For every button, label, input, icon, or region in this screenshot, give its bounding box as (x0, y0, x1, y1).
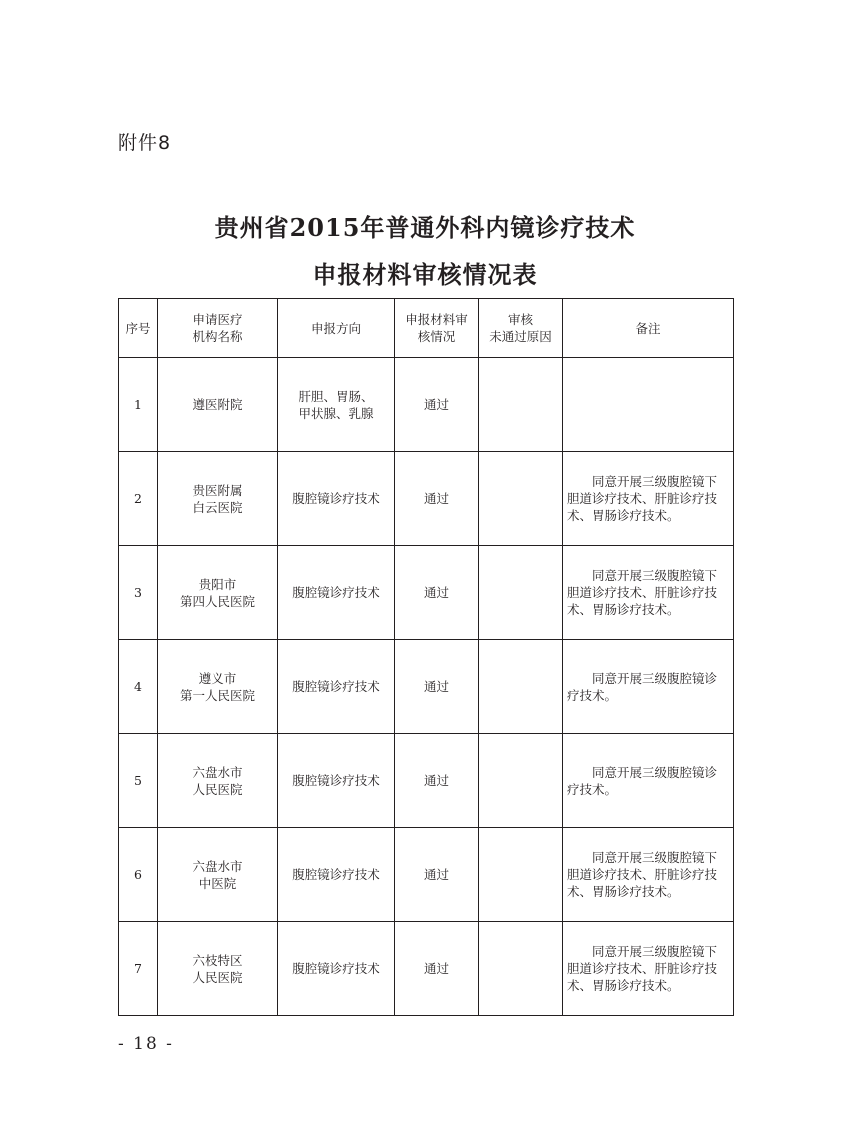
institution-name: 六盘水市 中医院 (158, 828, 278, 922)
remarks: 同意开展三级腹腔镜诊疗技术。 (563, 640, 734, 734)
table-row (119, 358, 734, 452)
row-number: 2 (119, 452, 158, 546)
table-row (119, 640, 734, 734)
review-result: 通过 (395, 922, 479, 1016)
institution-name: 六盘水市 人民医院 (158, 734, 278, 828)
institution-name: 遵医附院 (158, 358, 278, 452)
remarks: 同意开展三级腹腔镜诊疗技术。 (563, 734, 734, 828)
header-cell: 审核 未通过原因 (479, 299, 563, 358)
application-direction: 腹腔镜诊疗技术 (278, 922, 395, 1016)
header-cell: 序号 (119, 299, 158, 358)
row-number: 6 (119, 828, 158, 922)
rejection-reason (479, 922, 563, 1016)
row-number: 7 (119, 922, 158, 1016)
review-result: 通过 (395, 546, 479, 640)
rejection-reason (479, 828, 563, 922)
institution-name: 遵义市 第一人民医院 (158, 640, 278, 734)
header-cell: 申报材料审 核情况 (395, 299, 479, 358)
review-result: 通过 (395, 640, 479, 734)
document-title: 贵州省2015年普通外科内镜诊疗技术 (214, 213, 636, 242)
institution-name: 贵阳市 第四人民医院 (158, 546, 278, 640)
institution-name: 六枝特区 人民医院 (158, 922, 278, 1016)
remarks: 同意开展三级腹腔镜下胆道诊疗技术、肝脏诊疗技术、胃肠诊疗技术。 (563, 452, 734, 546)
document-subtitle: 申报材料审核情况表 (312, 260, 538, 289)
row-number: 5 (119, 734, 158, 828)
remarks: 同意开展三级腹腔镜下胆道诊疗技术、肝脏诊疗技术、胃肠诊疗技术。 (563, 922, 734, 1016)
application-direction: 腹腔镜诊疗技术 (278, 640, 395, 734)
header-cell: 申请医疗 机构名称 (158, 299, 278, 358)
row-number: 3 (119, 546, 158, 640)
rejection-reason (479, 358, 563, 452)
header-cell: 备注 (563, 299, 734, 358)
rejection-reason (479, 546, 563, 640)
remarks: 同意开展三级腹腔镜下胆道诊疗技术、肝脏诊疗技术、胃肠诊疗技术。 (563, 546, 734, 640)
table-row (119, 828, 734, 922)
rejection-reason (479, 452, 563, 546)
header-cell: 申报方向 (278, 299, 395, 358)
table-row (119, 546, 734, 640)
review-result: 通过 (395, 828, 479, 922)
annex-label: 附件8 (118, 132, 172, 154)
review-result: 通过 (395, 358, 479, 452)
row-number: 1 (119, 358, 158, 452)
application-direction: 腹腔镜诊疗技术 (278, 734, 395, 828)
review-table (118, 298, 734, 1016)
review-result: 通过 (395, 452, 479, 546)
table-header-row (119, 299, 734, 358)
application-direction: 肝胆、胃肠、 甲状腺、乳腺 (278, 358, 395, 452)
rejection-reason (479, 734, 563, 828)
table-row (119, 734, 734, 828)
application-direction: 腹腔镜诊疗技术 (278, 546, 395, 640)
institution-name: 贵医附属 白云医院 (158, 452, 278, 546)
application-direction: 腹腔镜诊疗技术 (278, 452, 395, 546)
review-result: 通过 (395, 734, 479, 828)
remarks: 同意开展三级腹腔镜下胆道诊疗技术、肝脏诊疗技术、胃肠诊疗技术。 (563, 828, 734, 922)
table-row (119, 452, 734, 546)
row-number: 4 (119, 640, 158, 734)
table-row (119, 922, 734, 1016)
rejection-reason (479, 640, 563, 734)
remarks (563, 358, 734, 452)
application-direction: 腹腔镜诊疗技术 (278, 828, 395, 922)
page-number: - 18 - (118, 1034, 174, 1054)
